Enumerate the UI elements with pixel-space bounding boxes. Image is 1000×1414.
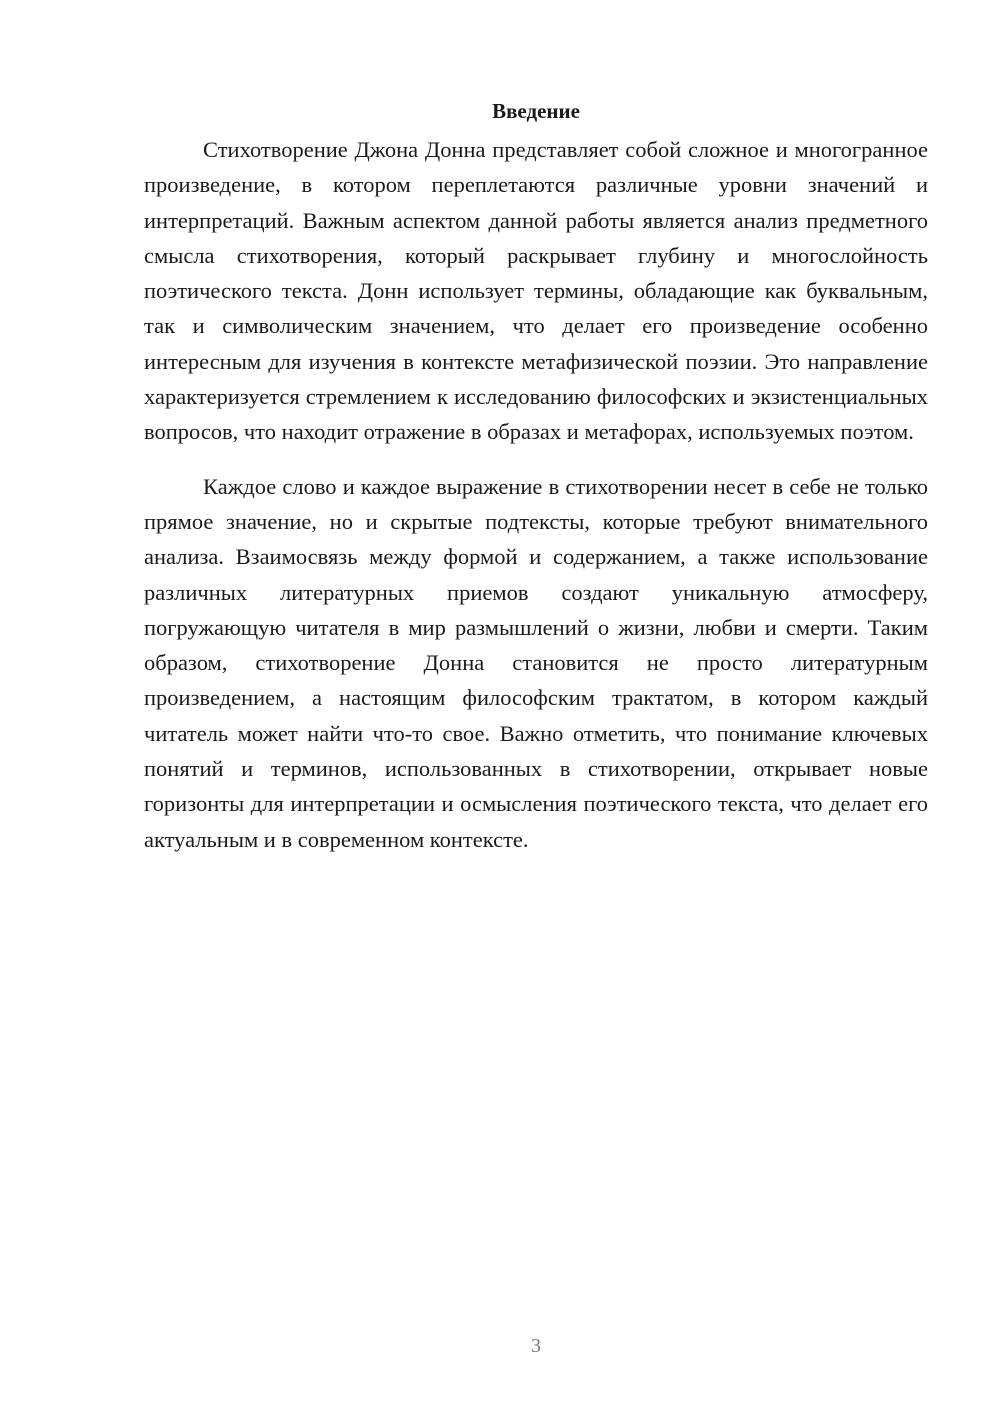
section-title: Введение <box>492 99 580 123</box>
page-number: 3 <box>531 1335 541 1357</box>
paragraph-2: Каждое слово и каждое выражение в стихотворении несет в себе не только прямое значение, но и скрытые подтексты, которые требуют внимательного анализа. Взаимосвязь между формой и содержанием, а также использование различных литературных приемов создают уникальную атмосферу, погружающую читателя в мир размышлений о жизни, любви и смерти. Таким образом, стихотворение Донна становится не просто литературным произведением, а настоящим философским трактатом, в котором каждый читатель может найти что-то свое. Важно отметить, что понимание ключевых понятий и терминов, использованных в стихотворении, открывает новые горизонты для интерпретации и осмысления поэтического текста, что делает его актуальным и в современном контексте. <box>144 473 928 852</box>
page-content <box>144 96 928 857</box>
paragraph-1: Стихотворение Джона Донна представляет собой сложное и многогранное произведение, в котором переплетаются различные уровни значений и интерпретаций. Важным аспектом данной работы является анализ предметного смысла стихотворения, который раскрывает глубину и многослойность поэтического текста. Донн использует термины, обладающие как буквальным, так и символическим значением, что делает его произведение особенно интересным для изучения в контексте метафизической поэзии. Это направление характеризуется стремлением к исследованию философских и экзистенциальных вопросов, что находит отражение в образах и метафорах, используемых поэтом. <box>144 137 928 445</box>
